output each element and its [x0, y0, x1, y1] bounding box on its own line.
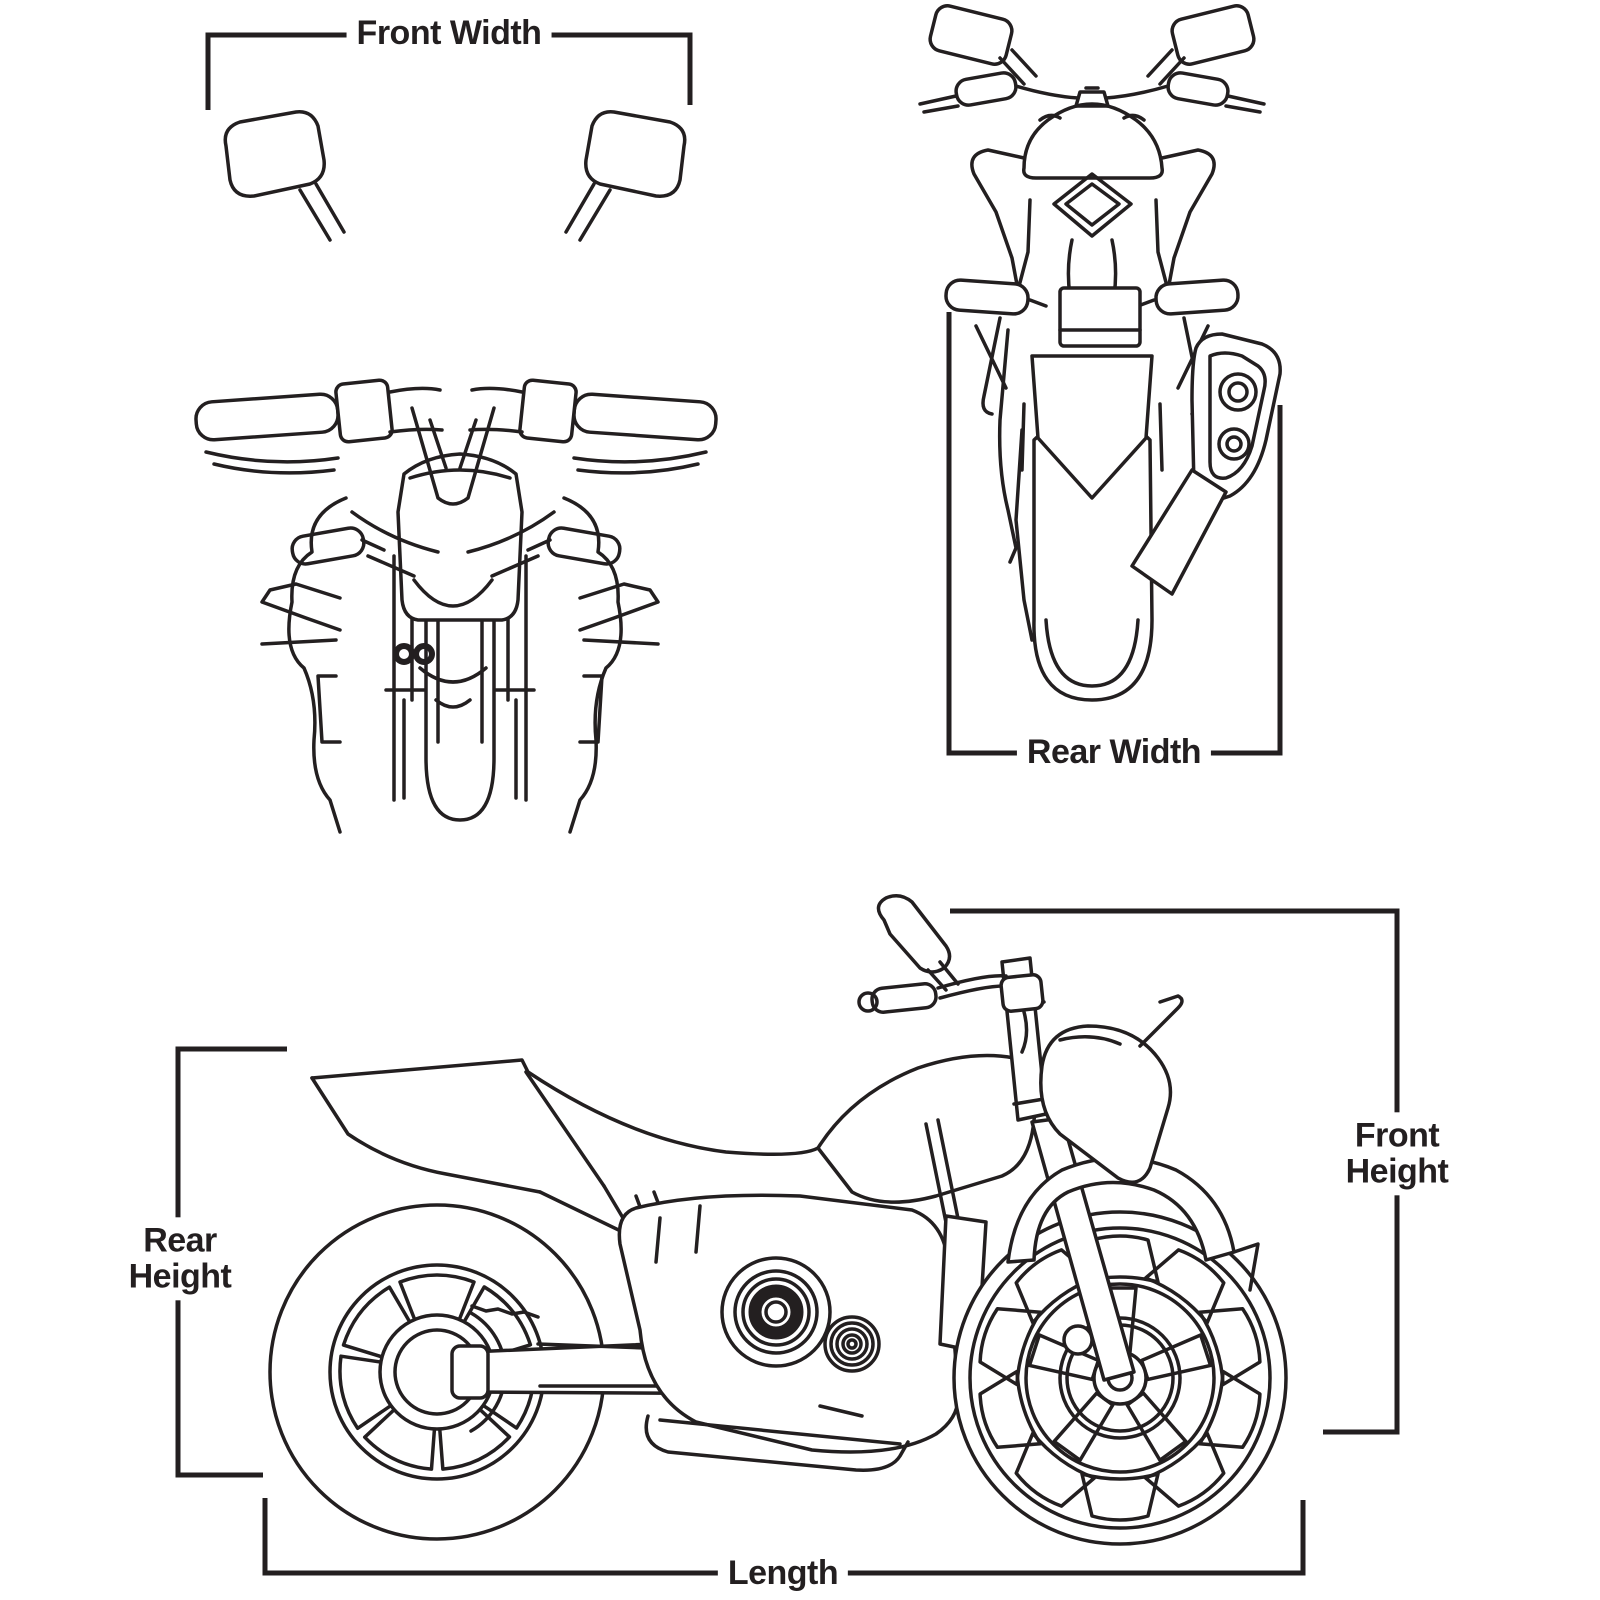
- motorcycle-front-view: [195, 112, 717, 832]
- front-width-label: Front Width: [347, 14, 552, 54]
- front-height-label: Front Height: [1331, 1112, 1463, 1195]
- motorcycle-side-view: [270, 896, 1286, 1544]
- motorcycle-rear-view: [920, 3, 1280, 700]
- rear-height-label: Rear Height: [114, 1217, 246, 1300]
- length-label: Length: [718, 1554, 848, 1594]
- rear-width-label: Rear Width: [1017, 733, 1211, 773]
